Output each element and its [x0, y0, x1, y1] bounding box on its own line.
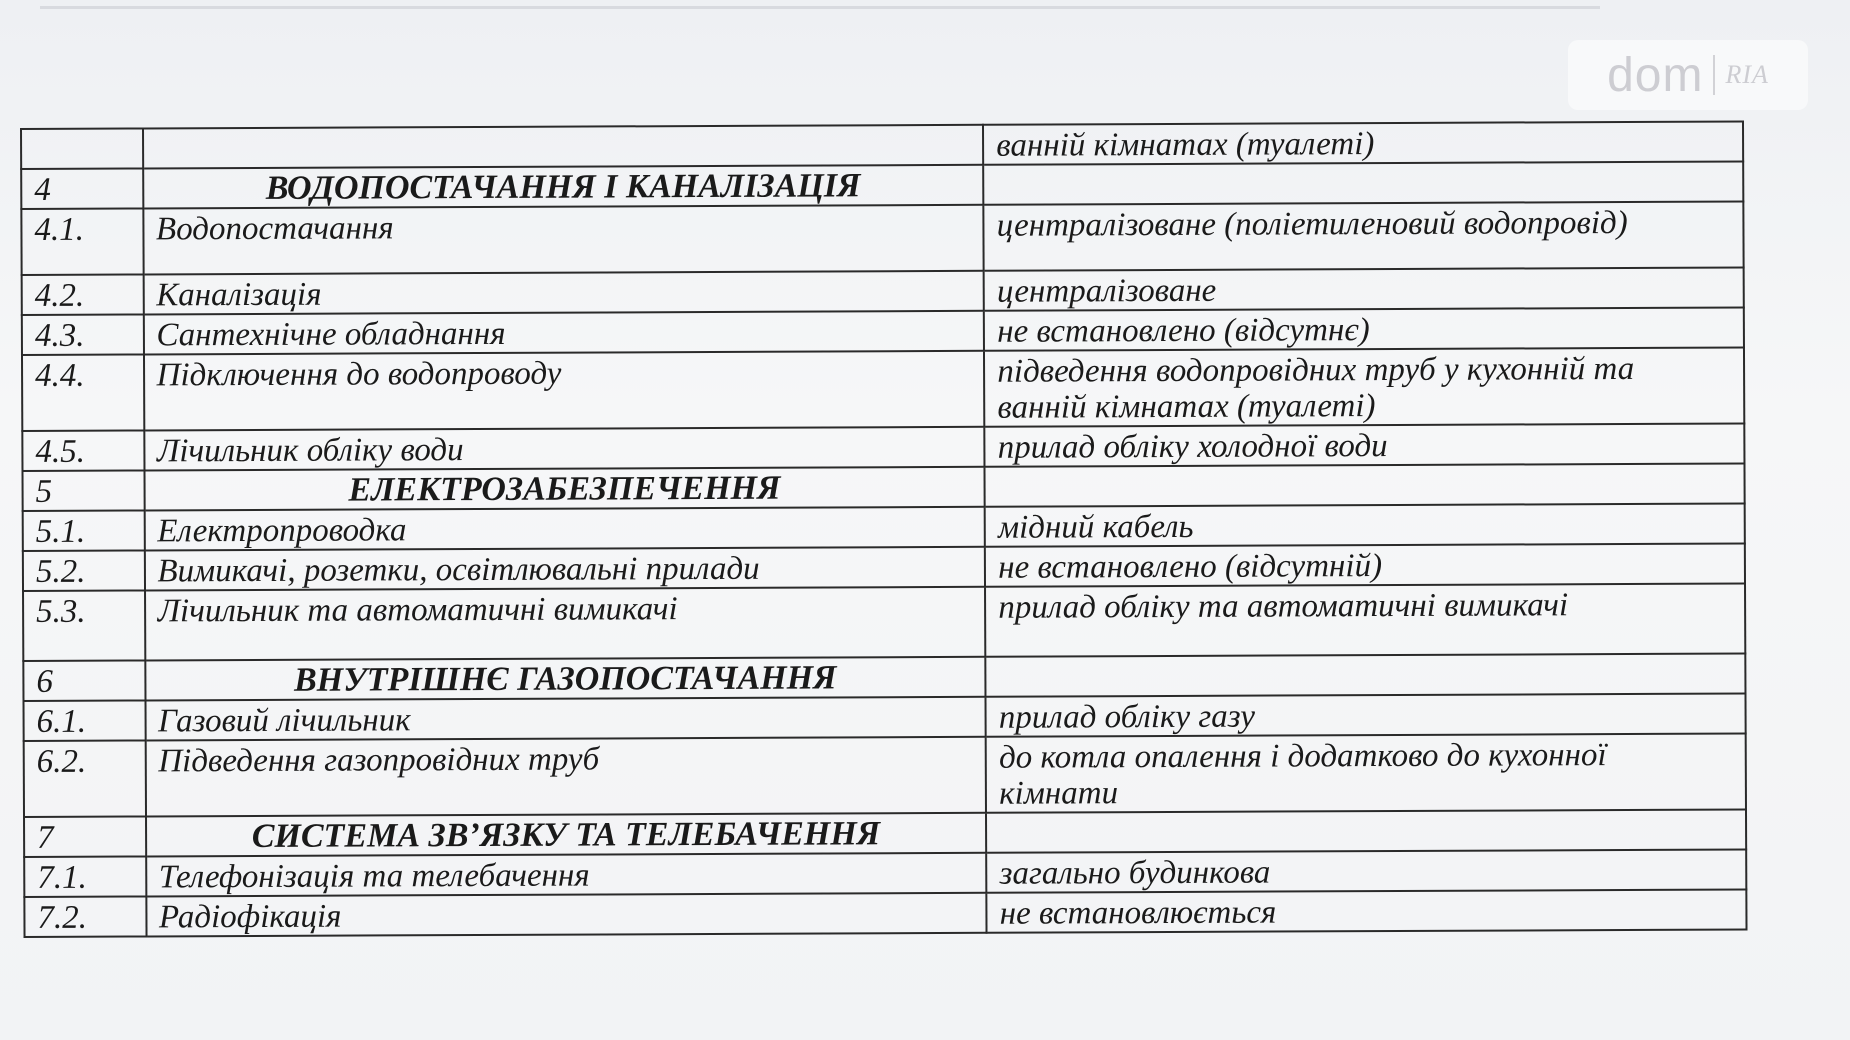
row-number-cell: 4.5. — [22, 430, 144, 471]
row-number-cell: 6.2. — [24, 740, 146, 817]
row-value-cell — [983, 161, 1743, 204]
table-row — [23, 583, 1745, 661]
row-value-cell: до котла опалення і додатково до кухонної кімнати — [986, 733, 1746, 812]
row-value-cell: централізоване — [984, 267, 1744, 310]
page-top-edge — [40, 6, 1600, 9]
row-value-cell — [986, 653, 1746, 696]
row-number-cell: 7.2. — [24, 896, 146, 937]
row-name-cell: Водопостачання — [143, 205, 984, 275]
row-number-cell: 4.3. — [22, 314, 144, 355]
row-name-cell: Лічильник обліку води — [144, 427, 985, 471]
row-name-cell: Підведення газопровідних труб — [145, 737, 986, 817]
row-number-cell: 5.2. — [23, 550, 145, 591]
row-value-cell — [986, 809, 1746, 852]
row-name-cell: Газовий лічильник — [145, 697, 986, 741]
row-number-cell: 7 — [24, 816, 146, 857]
row-number-cell: 5.3. — [23, 590, 145, 661]
row-number-cell: 5.1. — [23, 510, 145, 551]
row-number-cell: 5 — [22, 470, 144, 511]
watermark-text-right: RIA — [1725, 60, 1769, 89]
row-number-cell: 4.4. — [22, 354, 144, 431]
row-value-cell: мідний кабель — [985, 503, 1745, 546]
row-name-cell: Лічильник та автоматичні вимикачі — [145, 587, 986, 661]
section-title-cell: ВОДОПОСТАЧАННЯ І КАНАЛІЗАЦІЯ — [143, 165, 984, 209]
watermark-text-left: dom — [1607, 48, 1704, 102]
row-value-cell — [985, 463, 1745, 506]
row-number-cell: 4.1. — [21, 208, 143, 275]
table-row — [21, 201, 1743, 275]
row-number-cell: 4 — [21, 168, 143, 209]
row-name-cell: Підключення до водопроводу — [144, 351, 985, 431]
row-name-cell — [143, 125, 984, 169]
row-number-cell: 6.1. — [24, 700, 146, 741]
row-name-cell: Електропроводка — [144, 507, 985, 551]
row-number-cell: 4.2. — [22, 274, 144, 315]
section-title-cell: ВНУТРІШНЄ ГАЗОПОСТАЧАННЯ — [145, 657, 986, 701]
row-name-cell: Радіофікація — [146, 893, 987, 937]
row-name-cell: Вимикачі, розетки, освітлювальні прилади — [144, 547, 985, 591]
row-value-cell: підведення водопровідних труб у кухонній та ванній кімнатах (туалеті) — [984, 347, 1744, 426]
row-number-cell — [21, 128, 143, 169]
row-value-cell: ванній кімнатах (туалеті) — [983, 121, 1743, 164]
row-value-cell: прилад обліку газу — [986, 693, 1746, 736]
row-value-cell: загально будинкова — [986, 849, 1746, 892]
row-value-cell: централізоване (поліетиленовий водопровід) — [984, 201, 1744, 270]
specification-table-body — [21, 121, 1747, 937]
section-title-cell: ЕЛЕКТРОЗАБЕЗПЕЧЕННЯ — [144, 467, 985, 511]
row-value-cell: не встановлюється — [987, 889, 1747, 932]
row-number-cell: 7.1. — [24, 856, 146, 897]
row-name-cell: Каналізація — [143, 271, 984, 315]
row-name-cell: Сантехнічне обладнання — [143, 311, 984, 355]
table-row — [24, 733, 1746, 817]
row-value-cell: не встановлено (відсутній) — [985, 543, 1745, 586]
row-name-cell: Телефонізація та телебачення — [146, 853, 987, 897]
row-value-cell: прилад обліку холодної води — [985, 423, 1745, 466]
section-title-cell: СИСТЕМА ЗВ’ЯЗКУ ТА ТЕЛЕБАЧЕННЯ — [146, 813, 987, 857]
table-row — [22, 347, 1744, 431]
watermark-logo — [1568, 40, 1808, 110]
row-number-cell: 6 — [23, 660, 145, 701]
watermark-separator — [1713, 55, 1715, 95]
specification-table — [20, 120, 1748, 938]
table-row — [24, 889, 1746, 937]
row-value-cell: не встановлено (відсутнє) — [984, 307, 1744, 350]
row-value-cell: прилад обліку та автоматичні вимикачі — [985, 583, 1745, 656]
